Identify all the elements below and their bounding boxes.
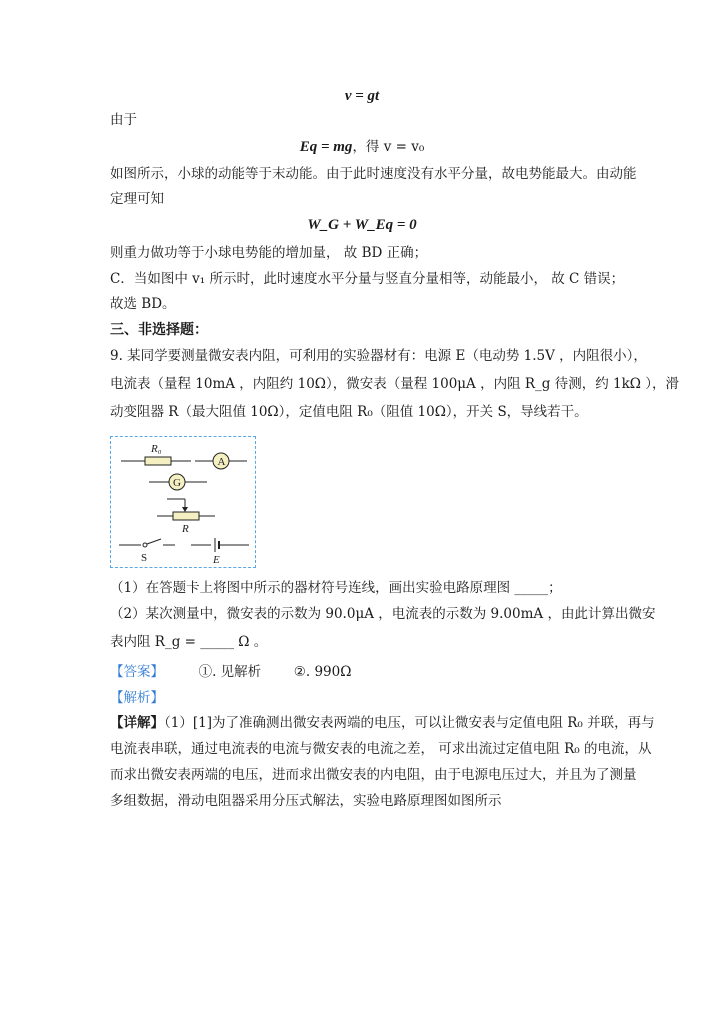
subquestion2-line2: 表内阻 R_g = _____ Ω 。 — [110, 634, 268, 650]
equation-eq-mg-tail: ，得 v = v₀ — [352, 139, 425, 155]
detail-line2: 电流表串联，通过电流表的电流与微安表的电流之差， 可求出流过定值电阻 R₀ 的电流，从 — [110, 741, 652, 757]
subquestion2-line1: （2）某次测量中，微安表的示数为 90.0μA ，电流表的示数为 9.00mA ，由此计算出微安 — [110, 606, 656, 622]
circuit-svg — [111, 437, 257, 569]
answer-row — [110, 662, 351, 682]
equation-eq-mg — [0, 137, 724, 157]
answer-tag: 【答案】 — [110, 664, 164, 680]
paragraph-kinetic-line1: 如图所示，小球的动能等于末动能。由于此时速度没有水平分量，故电势能最大。由动能 — [110, 166, 637, 182]
answer-part2: ②. 990Ω — [293, 664, 352, 680]
detail-line4: 多组数据，滑动电阻器采用分压式解法，实验电路原理图如图所示 — [110, 793, 502, 809]
equation-work-sum: W_G + W_Eq = 0 — [307, 217, 417, 233]
text-youyu: 由于 — [110, 112, 137, 128]
section-heading-non-choice: 三、非选择题： — [110, 322, 208, 338]
question9-line1: 9. 某同学要测量微安表内阻，可利用的实验器材有：电源 E（电动势 1.5V ，内阻很小）， — [110, 348, 647, 364]
detail-line1 — [110, 713, 655, 733]
subquestion1: （1）在答题卡上将图中所示的器材符号连线，画出实验电路原理图 _____； — [110, 580, 562, 596]
paragraph-bd-correct: 则重力做功等于小球电势能的增加量， 故 BD 正确； — [110, 245, 428, 261]
paragraph-select-bd: 故选 BD。 — [110, 296, 176, 312]
battery-label: E — [213, 554, 220, 566]
circuit-components-figure — [110, 436, 256, 568]
ammeter-label: A — [217, 456, 226, 468]
paragraph-kinetic-line2: 定理可知 — [110, 191, 164, 207]
detail-line3: 而求出微安表两端的电压，进而求出微安表的内电阻，由于电源电压过大，并且为了测量 — [110, 767, 637, 783]
detail-line1-text: （1）[1]为了准确测出微安表两端的电压，可以让微安表与定值电阻 R₀ 并联，再与 — [164, 715, 655, 731]
paragraph-c-wrong: C．当如图中 v₁ 所示时，此时速度水平分量与竖直分量相等，动能最小， 故 C 错误； — [110, 271, 625, 287]
equation-eq-mg-main: Eq = mg — [299, 139, 353, 155]
equation-v-gt: v = gt — [344, 88, 380, 104]
r0-label: R₀ — [151, 443, 162, 455]
rheostat-slider-arrow — [182, 507, 188, 512]
rheostat-label: R — [182, 523, 189, 535]
analysis-tag: 【解析】 — [110, 690, 164, 706]
detail-tag: 【详解】 — [110, 715, 164, 731]
question9-line3: 动变阻器 R（最大阻值 10Ω），定值电阻 R₀（阻值 10Ω），开关 S，导线若干。 — [110, 404, 588, 420]
question9-line2: 电流表（量程 10mA ，内阻约 10Ω），微安表（量程 100μA ，内阻 R_g 待测，约 1kΩ ），滑 — [110, 376, 680, 392]
galvanometer-label: G — [173, 477, 181, 489]
answer-part1: ①. 见解析 — [198, 664, 262, 680]
switch-label: S — [141, 552, 148, 564]
